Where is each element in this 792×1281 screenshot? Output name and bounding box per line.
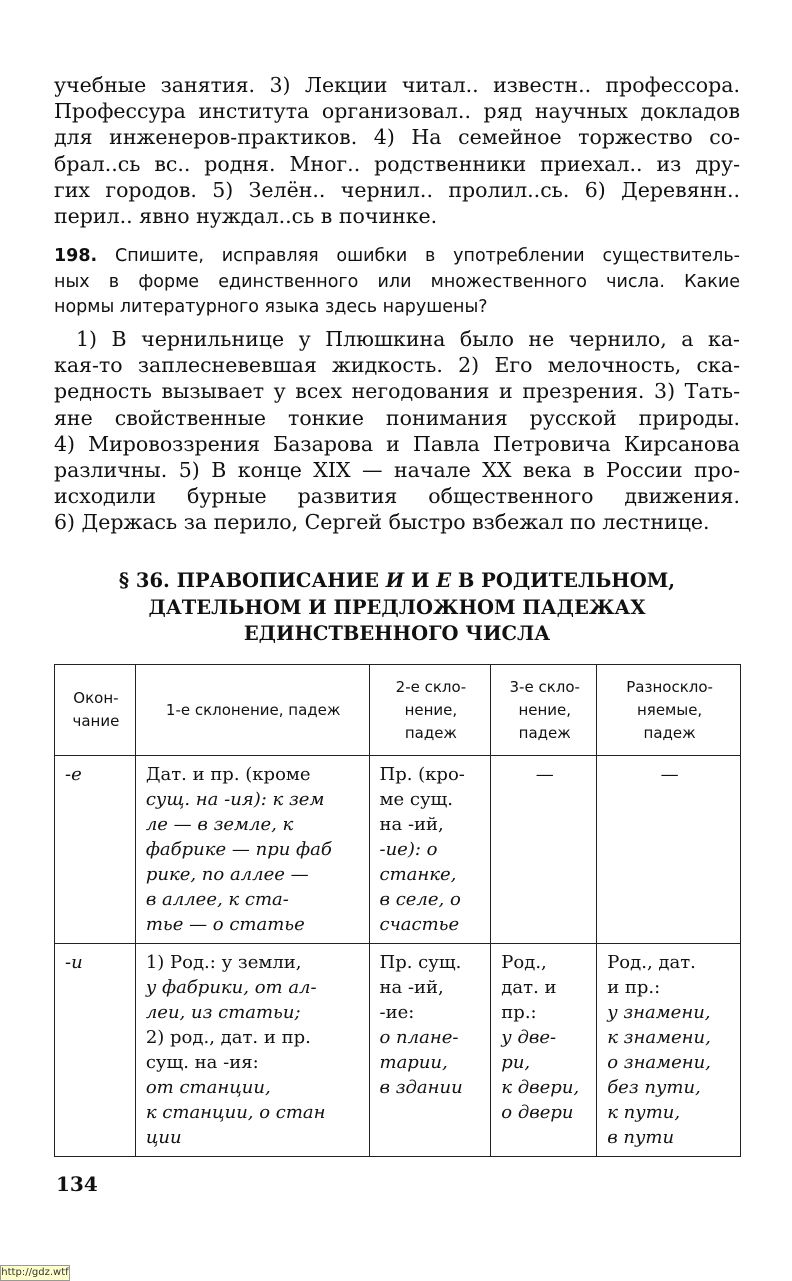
endings-table bbox=[54, 664, 741, 1157]
text-line: кая-то заплесневевшая жидкость. 2) Его мелочность, ска- bbox=[54, 353, 740, 378]
text-line: редность вызывает у всех негодования и презрения. 3) Тать- bbox=[54, 379, 740, 404]
page-number: 134 bbox=[56, 1172, 98, 1196]
exercise-197-continuation bbox=[54, 72, 740, 229]
exercise-number: 198. bbox=[54, 246, 98, 266]
declension-3-cell: Род., дат. и пр.: у две- ри, к двери, о двери bbox=[491, 944, 597, 1157]
watermark-link[interactable]: http://gdz.wtf bbox=[0, 1265, 70, 1281]
text-line: различны. 5) В конце XIX — начале XX века в России про- bbox=[54, 458, 740, 483]
instruction-line: Спишите, исправляя ошибки в употреблении существитель- bbox=[115, 246, 740, 266]
heading-letter: И bbox=[385, 569, 405, 592]
text-line: 4) Мировоззрения Базарова и Павла Петровича Кирсанова bbox=[54, 431, 740, 456]
text-line: 1) В чернильнице у Плюшкина было не чернило, а ка- bbox=[76, 327, 740, 351]
header-irregular: Разноскло- няемые, падеж bbox=[597, 665, 741, 756]
irregular-cell: — bbox=[597, 756, 741, 944]
text-line: Профессура института организовал.. ряд научных докладов bbox=[54, 99, 740, 124]
declension-1-cell: Дат. и пр. (кроме сущ. на -ия): к зем ле — в земле, к фабрике — при фаб рике, по аллее — в аллее, к ста- тье — о статье bbox=[135, 756, 369, 944]
table-row bbox=[55, 944, 741, 1157]
text-line: исходили бурные развития общественного движения. bbox=[54, 484, 740, 509]
instruction-line: ных в форме единственного или множественного числа. Какие bbox=[54, 271, 740, 292]
heading-line: ЕДИНСТВЕННОГО ЧИСЛА bbox=[243, 622, 551, 645]
table-header-row bbox=[55, 665, 741, 756]
heading-letter: Е bbox=[436, 569, 452, 592]
ending-cell: -и bbox=[55, 944, 136, 1157]
heading-text: И bbox=[404, 569, 437, 592]
header-declension-1: 1-е склонение, падеж bbox=[135, 665, 369, 756]
heading-text: В РОДИТЕЛЬНОМ, bbox=[451, 569, 676, 592]
declension-2-cell: Пр. сущ. на -ий, -ие: о плане- тарии, в здании bbox=[369, 944, 491, 1157]
declension-2-cell: Пр. (кро- ме сущ. на -ий, -ие): о станке, в селе, о счастье bbox=[369, 756, 491, 944]
instruction-line: нормы литературного языка здесь нарушены? bbox=[54, 297, 488, 317]
exercise-198-text bbox=[54, 326, 740, 536]
header-declension-3: 3-е скло- нение, падеж bbox=[491, 665, 597, 756]
text-line: для инженеров-практиков. 4) На семейное торжество со- bbox=[54, 125, 740, 150]
declension-3-cell: — bbox=[491, 756, 597, 944]
table-row bbox=[55, 756, 741, 944]
header-declension-2: 2-е скло- нение, падеж bbox=[369, 665, 491, 756]
heading-text: § 36. ПРАВОПИСАНИЕ bbox=[118, 569, 386, 592]
text-line: яне свойственные тонкие понимания русской природы. bbox=[54, 405, 740, 430]
section-heading bbox=[54, 568, 740, 648]
exercise-198-instruction bbox=[54, 244, 740, 321]
text-line: учебные занятия. 3) Лекции читал.. известн.. профессора. bbox=[54, 73, 740, 97]
heading-line: ДАТЕЛЬНОМ И ПРЕДЛОЖНОМ ПАДЕЖАХ bbox=[148, 595, 646, 619]
irregular-cell: Род., дат. и пр.: у знамени, к знамени, о знамени, без пути, к пути, в пути bbox=[597, 944, 741, 1157]
header-ending: Окон- чание bbox=[55, 665, 136, 756]
declension-1-cell: 1) Род.: у земли, у фабрики, от ал- леи, из статьи; 2) род., дат. и пр. сущ. на -ия: от станции, к станции, о стан ции bbox=[135, 944, 369, 1157]
text-line: брал..сь вс.. родня. Мног.. родственники приехал.. из дру- bbox=[54, 151, 740, 176]
text-line: гих городов. 5) Зелён.. чернил.. пролил..сь. 6) Деревянн.. bbox=[54, 177, 740, 202]
ending-cell: -е bbox=[55, 756, 136, 944]
text-line: перил.. явно нуждал..сь в починке. bbox=[54, 204, 438, 229]
text-line: 6) Держась за перило, Сергей быстро взбежал по лестнице. bbox=[54, 510, 710, 535]
